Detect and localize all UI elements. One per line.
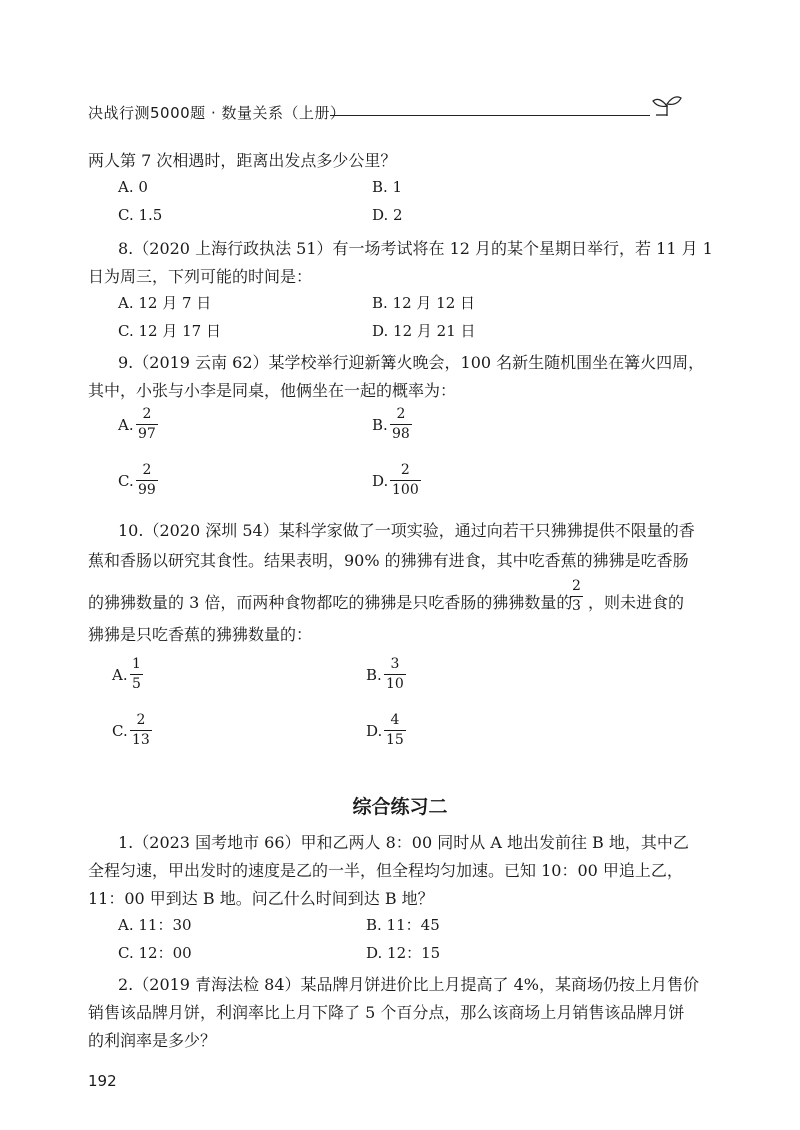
question-9-option-a-letter: A. <box>118 416 134 434</box>
section-question-1-stem-line3: 11：00 甲到达 B 地。问乙什么时间到达 B 地？ <box>88 889 434 908</box>
option-d: D. 2 <box>372 206 403 224</box>
question-10-option-d-letter: D. <box>366 722 383 740</box>
question-9-option-b-fraction <box>390 406 412 443</box>
page-number: 192 <box>88 1072 117 1090</box>
question-8-option-a: A. 12 月 7 日 <box>118 294 212 312</box>
question-10-stem-line4: 狒狒是只吃香蕉的狒狒数量的： <box>88 625 313 644</box>
numerator: 1 <box>132 656 141 672</box>
section-question-1-option-b: B. 11：45 <box>366 916 440 934</box>
section-question-1-option-c: C. 12：00 <box>118 944 192 962</box>
question-10-stem-line3a: 的狒狒数量的 3 倍，而两种食物都吃的狒狒是只吃香肠的狒狒数量的 <box>88 593 573 612</box>
question-9-option-a-fraction <box>136 406 158 443</box>
numerator: 2 <box>400 462 410 478</box>
section-question-2-stem-line2: 销售该品牌月饼，利润率比上月下降了 5 个百分点，那么该商场上月销售该品牌月饼 <box>88 1003 685 1022</box>
denominator: 3 <box>572 598 581 614</box>
question-10-option-c-letter: C. <box>112 722 128 740</box>
question-10-option-d-fraction <box>384 712 406 749</box>
denominator: 15 <box>386 732 404 748</box>
question-9-stem-line1: 9.（2019 云南 62）某学校举行迎新篝火晚会，100 名新生随机围坐在篝火四周， <box>118 353 705 372</box>
question-10-stem-line3b: ，则未进食的 <box>588 593 685 612</box>
option-c: C. 1.5 <box>118 206 163 224</box>
denominator: 5 <box>132 676 141 692</box>
denominator: 98 <box>392 426 410 442</box>
section-title: 综合练习二 <box>352 796 448 818</box>
section-question-1-stem-line2: 全程匀速，甲出发时的速度是乙的一半，但全程均匀加速。已知 10：00 甲追上乙， <box>88 861 683 880</box>
question-10-option-b-letter: B. <box>366 666 382 684</box>
header-rule <box>330 115 650 116</box>
question-10-option-a-letter: A. <box>112 666 128 684</box>
question-8-stem-line1: 8.（2020 上海行政执法 51）有一场考试将在 12 月的某个星期日举行，若 11 月 1 <box>118 239 713 258</box>
option-b: B. 1 <box>372 178 403 196</box>
question-9-stem-line2: 其中，小张与小李是同桌，他俩坐在一起的概率为： <box>88 381 457 400</box>
question-10-option-b-fraction <box>384 656 406 693</box>
option-a: A. 0 <box>118 178 148 196</box>
numerator: 3 <box>390 656 400 672</box>
denominator: 99 <box>138 482 156 498</box>
section-question-1-option-d: D. 12：15 <box>366 944 441 962</box>
question-9-option-c-fraction <box>136 462 158 499</box>
numerator: 4 <box>390 712 400 728</box>
question-8-option-d: D. 12 月 21 日 <box>372 322 476 340</box>
question-9-option-b-letter: B. <box>372 416 388 434</box>
numerator: 2 <box>142 462 152 478</box>
question-8-option-c: C. 12 月 17 日 <box>118 322 221 340</box>
question-9-option-d-letter: D. <box>372 472 389 490</box>
question-10-stem-line2: 蕉和香肠以研究其食性。结果表明，90% 的狒狒有进食，其中吃香蕉的狒狒是吃香肠 <box>88 551 689 570</box>
section-question-1-option-a: A. 11：30 <box>118 916 192 934</box>
numerator: 2 <box>572 578 581 594</box>
denominator: 100 <box>392 482 419 498</box>
running-header-title: 决战行测5000题 · 数量关系（上册） <box>88 104 346 122</box>
question-10-stem-line1: 10.（2020 深圳 54）某科学家做了一项实验，通过向若干只狒狒提供不限量的香 <box>118 521 695 540</box>
question-8-option-b: B. 12 月 12 日 <box>372 294 476 312</box>
section-question-2-stem-line3: 的利润率是多少？ <box>88 1031 217 1050</box>
section-question-2-stem-line1: 2.（2019 青海法检 84）某品牌月饼进价比上月提高了 4%，某商场仍按上月售价 <box>118 975 699 994</box>
question-10-option-a-fraction <box>130 656 143 693</box>
question-8-stem-line2: 日为周三，下列可能的时间是： <box>88 267 313 286</box>
question-9-option-d-fraction <box>390 462 421 499</box>
question-10-inline-fraction <box>570 578 583 615</box>
numerator: 2 <box>396 406 406 422</box>
question-stem: 两人第 7 次相遇时，距离出发点多少公里？ <box>88 151 397 170</box>
denominator: 10 <box>386 676 404 692</box>
numerator: 2 <box>136 712 146 728</box>
denominator: 97 <box>138 426 156 442</box>
denominator: 13 <box>132 732 150 748</box>
question-9-option-c-letter: C. <box>118 472 134 490</box>
section-question-1-stem-line1: 1.（2023 国考地市 66）甲和乙两人 8：00 同时从 A 地出发前往 B 地，其中乙 <box>118 833 689 852</box>
question-10-option-c-fraction <box>130 712 152 749</box>
numerator: 2 <box>142 406 152 422</box>
sprout-icon <box>650 92 684 122</box>
